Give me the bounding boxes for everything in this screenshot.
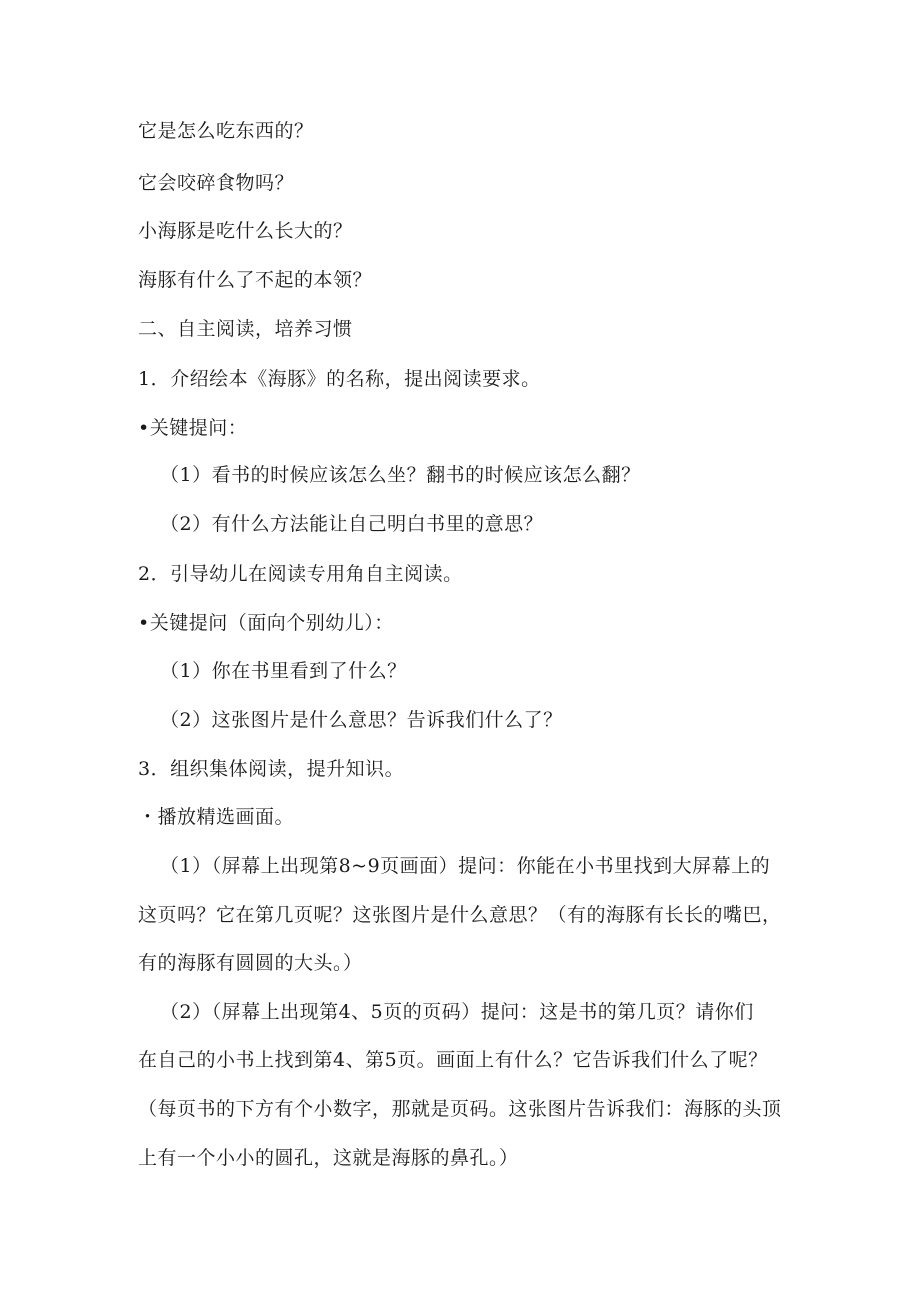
numbered-step: 2．引导幼儿在阅读专用角自主阅读。 (138, 563, 463, 585)
sub-question: （1）你在书里看到了什么？ (160, 660, 407, 682)
paragraph-line: 这页吗？它在第几页呢？这张图片是什么意思？（有的海豚有长长的嘴巴， (138, 904, 782, 926)
paragraph-line: （每页书的下方有个小数字，那就是页码。这张图片告诉我们：海豚的头顶 (138, 1098, 782, 1120)
key-question-heading: •关键提问（面向个别幼儿）： (138, 612, 394, 634)
bullet-item: ・播放精选画面。 (138, 806, 295, 828)
paragraph-line: （1）（屏幕上出现第8~9页画面）提问：你能在小书里找到大屏幕上的 (160, 855, 771, 877)
numbered-step: 3．组织集体阅读，提升知识。 (138, 758, 405, 780)
question-line: 它会咬碎食物吗？ (138, 172, 295, 194)
sub-question: （2）有什么方法能让自己明白书里的意思？ (160, 513, 544, 535)
question-line: 海豚有什么了不起的本领？ (138, 269, 373, 291)
sub-question: （1）看书的时候应该怎么坐？翻书的时候应该怎么翻？ (160, 464, 641, 486)
numbered-step: 1．介绍绘本《海豚》的名称，提出阅读要求。 (138, 368, 541, 390)
question-line: 小海豚是吃什么长大的？ (138, 220, 353, 242)
section-heading: 二、自主阅读，培养习惯 (138, 318, 353, 340)
key-question-heading: •关键提问： (138, 417, 248, 439)
question-line: 它是怎么吃东西的？ (138, 120, 314, 142)
paragraph-line: 上有一个小小的圆孔，这就是海豚的鼻孔。） (138, 1147, 519, 1169)
paragraph-line: 在自己的小书上找到第4、第5页。画面上有什么？它告诉我们什么了呢？ (138, 1049, 768, 1071)
paragraph-line: （2）（屏幕上出现第4、5页的页码）提问：这是书的第几页？请你们 (160, 1001, 754, 1023)
sub-question: （2）这张图片是什么意思？告诉我们什么了？ (160, 709, 563, 731)
paragraph-line: 有的海豚有圆圆的大头。） (138, 952, 363, 974)
